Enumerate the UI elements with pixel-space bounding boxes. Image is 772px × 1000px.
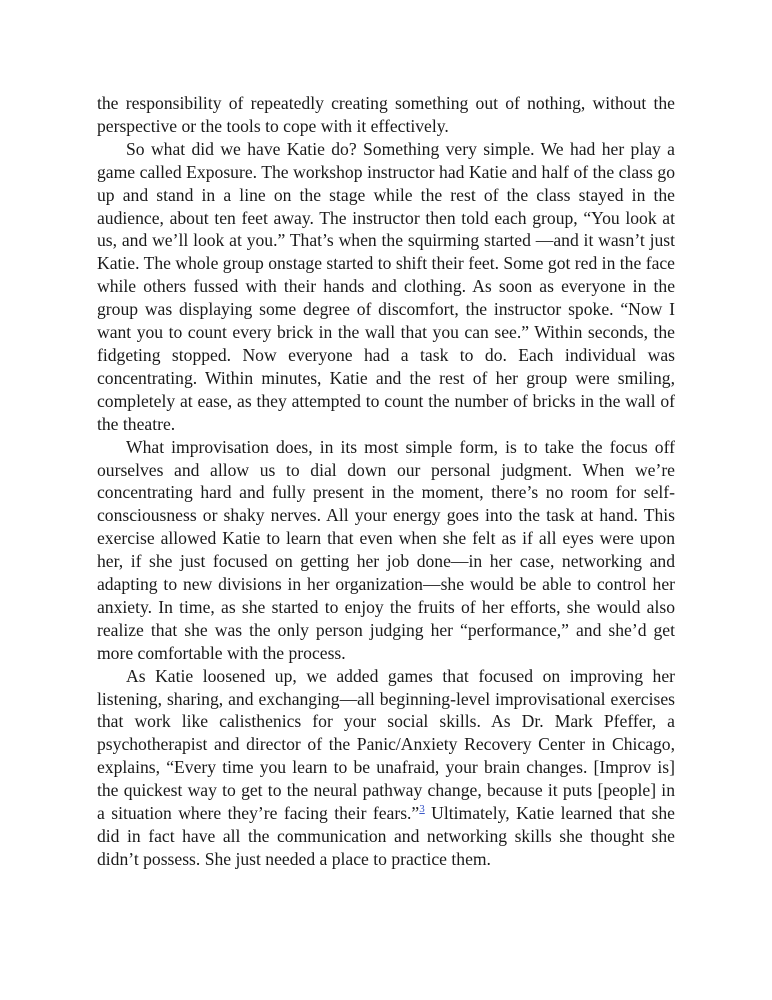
paragraph-text-after-footnote: Ultimately, Katie learned that she did in fact have all the communication and networking skills she thought she didn’t possess. She just needed a place to practice them. xyxy=(97,803,675,869)
book-page-body xyxy=(97,92,675,871)
paragraph-text-before-footnote: As Katie loosened up, we added games that focused on improving her listening, sharing, and exchanging—all beginning-level improvisational exercises that work like calisthenics for your social skills. As Dr. Mark Pfeffer, a psychotherapist and director of the Panic/Anxiety Recovery Center in Chicago, explains, “Every time you learn to be unafraid, your brain changes. [Improv is] the quickest way to get to the neural pathway change, because it puts [people] in a situation where they’re facing their fears.” xyxy=(97,665,675,824)
paragraph-continued: the responsibility of repeatedly creating something out of nothing, without the perspective or the tools to cope with it effectively. xyxy=(97,93,675,136)
paragraph-improvisation: What improvisation does, in its most simple form, is to take the focus off ourselves and allow us to dial down our personal judgment. When we’re concentrating hard and fully present in the moment, there’s no room for self-consciousness or shaky nerves. All your energy goes into the task at hand. This exercise allowed Katie to learn that even when she felt as if all eyes were upon her, if she just focused on getting her job done—in her case, networking and adapting to new divisions in her organization—she would be able to control her anxiety. In time, as she started to enjoy the fruits of her efforts, she would also realize that she was the only person judging her “performance,” and she’d get more comfortable with the process. xyxy=(97,436,675,663)
footnote-link[interactable]: 3 xyxy=(419,803,425,816)
paragraph-exposure-game: So what did we have Katie do? Something very simple. We had her play a game called Exposure. The workshop instructor had Katie and half of the class go up and stand in a line on the stage while the rest of the class stayed in the audience, about ten feet away. The instructor then told each group, “You look at us, and we’ll look at you.” That’s when the squirming started —and it wasn’t just Katie. The whole group onstage started to shift their feet. Some got red in the face while others fussed with their hands and clothing. As soon as everyone in the group was displaying some degree of discomfort, the instructor spoke. “Now I want you to count every brick in the wall that you can see.” Within seconds, the fidgeting stopped. Now everyone had a task to do. Each individual was concentrating. Within minutes, Katie and the rest of her group were smiling, completely at ease, as they attempted to count the number of bricks in the wall of the theatre. xyxy=(97,138,675,434)
paragraph-loosened-up xyxy=(97,665,675,871)
